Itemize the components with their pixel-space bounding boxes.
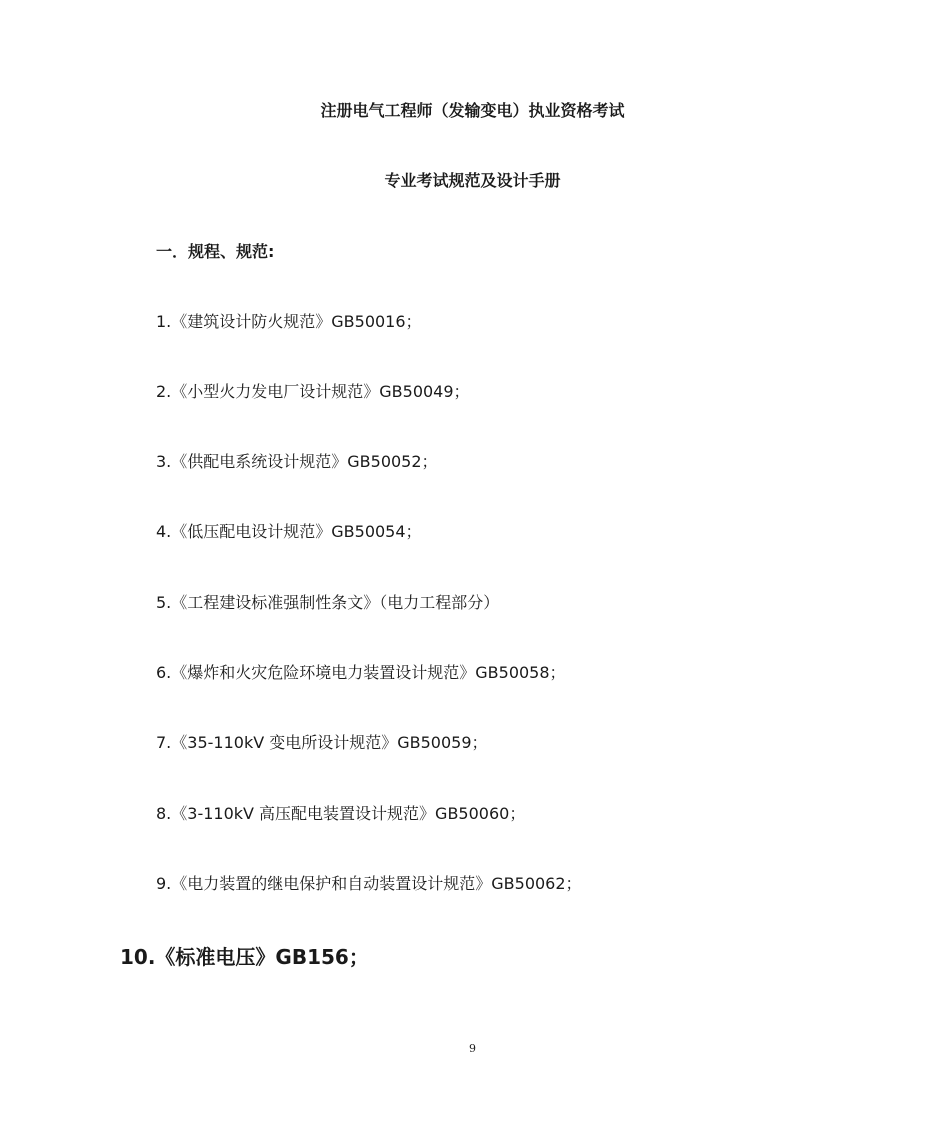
section-heading: 一．规程、规范: [156, 242, 275, 261]
list-item: 3.《供配电系统设计规范》GB50052； [156, 452, 438, 471]
document-subtitle: 专业考试规范及设计手册 [384, 171, 561, 190]
page-number: 9 [469, 1042, 476, 1055]
list-item: 1.《建筑设计防火规范》GB50016； [156, 312, 422, 331]
list-item: 9.《电力装置的继电保护和自动装置设计规范》GB50062； [156, 874, 582, 893]
list-item: 7.《35-110kV 变电所设计规范》GB50059； [156, 733, 488, 752]
document-title: 注册电气工程师（发输变电）执业资格考试 [320, 101, 625, 120]
list-item: 8.《3-110kV 高压配电装置设计规范》GB50060； [156, 804, 526, 823]
list-item: 2.《小型火力发电厂设计规范》GB50049； [156, 382, 470, 401]
list-item: 6.《爆炸和火灾危险环境电力装置设计规范》GB50058； [156, 663, 566, 682]
list-item: 4.《低压配电设计规范》GB50054； [156, 522, 422, 541]
list-item: 10.《标准电压》GB156； [120, 945, 369, 969]
list-item: 5.《工程建设标准强制性条文》（电力工程部分） [156, 593, 500, 612]
